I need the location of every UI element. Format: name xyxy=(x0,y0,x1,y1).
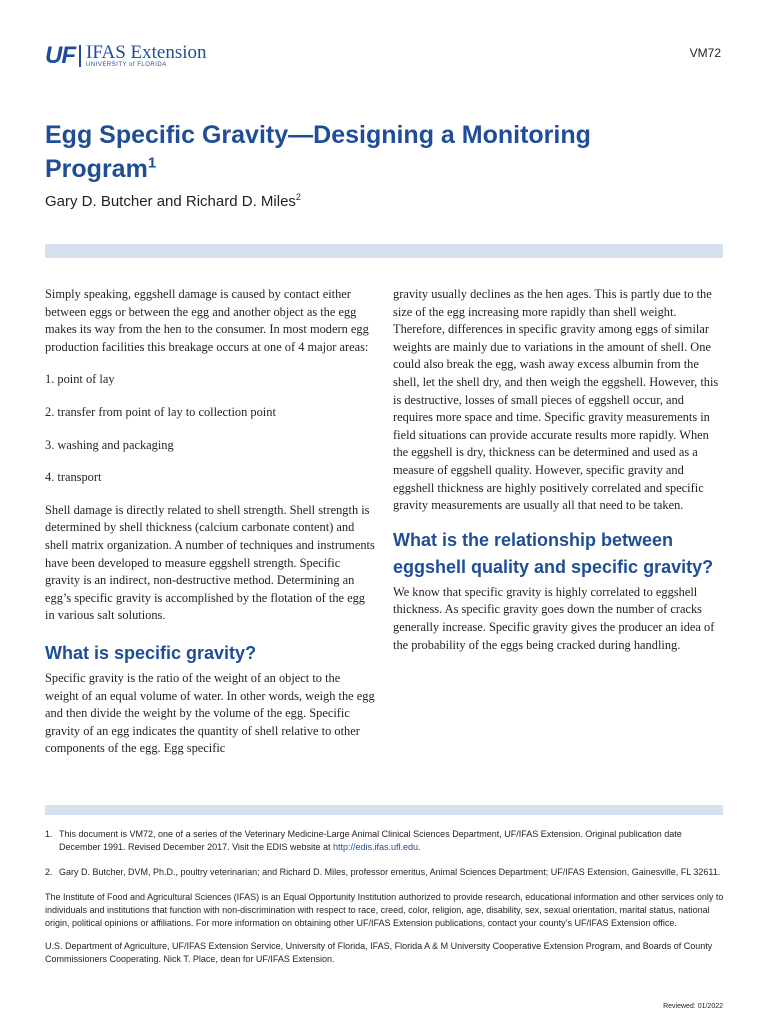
uf-logo-mark: UF xyxy=(45,42,75,69)
relationship-paragraph: We know that specific gravity is highly correlated to eggshell thickness. As specific gravity goes down the number of cracks generally increase. Specific gravity gives the producer an idea of the probability of the eggs being cracked during handling. xyxy=(393,584,715,652)
authors xyxy=(45,193,301,210)
page-header xyxy=(45,44,725,70)
footnote-body: This document is VM72, one of a series of the Veterinary Medicine-Large Animal Clinical Sciences Department, UF/IFAS Extension. Original publication date December 1991. Revised December 2017. Visit the EDIS website at xyxy=(59,829,682,852)
section-heading-specific-gravity: What is specific gravity? xyxy=(45,642,257,663)
right-column xyxy=(393,286,725,669)
footnote-number: 2. xyxy=(45,867,53,877)
header-divider-band xyxy=(45,244,723,258)
reviewed-date: Reviewed: 01/2022 xyxy=(663,1003,723,1010)
left-column xyxy=(45,286,377,773)
footnote xyxy=(45,866,725,879)
footnotes xyxy=(45,828,725,976)
list-item: 4. transport xyxy=(45,470,102,485)
footnote xyxy=(45,828,725,854)
logo-text xyxy=(86,44,207,69)
list-item: 2. transfer from point of lay to collection point xyxy=(45,404,276,419)
footnote-text xyxy=(59,828,725,854)
uf-ifas-logo[interactable] xyxy=(45,44,207,69)
list-item: 1. point of lay xyxy=(45,372,115,387)
shell-damage-paragraph: Shell damage is directly related to shell strength. Shell strength is determined by shell thickness (calcium carbonate content) and shell matrix organization. A number of techniques and instruments have been developed to measure eggshell strength. Specific gravity is an indirect, non-destructive method. Determining an egg’s specific gravity is accomplished by the flotation of the egg in various salt solutions. xyxy=(45,502,375,623)
usda-statement: U.S. Department of Agriculture, UF/IFAS Extension Service, University of Florida, IFAS, Florida A & M University Cooperative Extension Program, and Boards of County Commissioners Cooperating. Nick T. Place, dean for UF/IFAS Extension. xyxy=(45,941,713,964)
authors-text: Gary D. Butcher and Richard D. Miles xyxy=(45,193,296,210)
logo-title: IFAS Extension xyxy=(86,42,207,63)
definition-paragraph: Specific gravity is the ratio of the weight of an object to the weight of an equal volume of water. In other words, weigh the egg and then divide the weight by the volume of the egg. Specific gravity of an egg indicates the quantity of shell relative to other components of the egg. Egg specific xyxy=(45,670,375,756)
section-heading-relationship: What is the relationship between eggshell quality and specific gravity? xyxy=(393,529,714,577)
edis-website-link[interactable]: http://edis.ifas.ufl.edu xyxy=(332,842,419,852)
logo-divider xyxy=(79,45,81,67)
intro-paragraph: Simply speaking, eggshell damage is caused by contact either between eggs or between the egg and another object as the egg makes its way from the hen to the consumer. In most modern egg production facilities this breakage occurs at one of 4 major areas: xyxy=(45,287,369,354)
continuation-paragraph: gravity usually declines as the hen ages. This is partly due to the size of the egg increasing more rapidly than shell weight. Therefore, differences in specific gravity among eggs of similar weights are mainly due to variations in the amount of shell. One could also break the egg, wash away excess albumin from the shell, let the shell dry, and then weigh the eggshell. However, this is destructive, losses of small pieces of eggshell occur, and requires more space and time. Specific gravity measurements in field situations can provide accurate results more rapidly. When the eggshell is dry, thickness can be determined and used as a measure of eggshell quality. However, specific gravity and eggshell thickness are highly positively correlated and specific gravity measurements are usually all that need to be taken. xyxy=(393,287,719,513)
title-text: Egg Specific Gravity—Designing a Monitoring Program xyxy=(45,121,591,183)
footer-divider-band xyxy=(45,805,723,815)
list-item: 3. washing and packaging xyxy=(45,437,174,452)
authors-footnote-mark: 2 xyxy=(295,192,301,202)
breakage-areas-list xyxy=(45,371,377,486)
logo-subtitle: UNIVERSITY of FLORIDA xyxy=(86,62,167,68)
equal-opportunity-statement: The Institute of Food and Agricultural Sciences (IFAS) is an Equal Opportunity Institution authorized to provide research, educational information and other services only to individuals and institutions that function with non-discrimination with respect to race, creed, color, religion, age, disability, sex, sexual orientation, marital status, national origin, political opinions or affiliations. For more information on obtaining other UF/IFAS Extension publications, contact your county’s UF/IFAS Extension office. xyxy=(45,892,724,928)
title-footnote-mark: 1 xyxy=(147,154,157,172)
footnote-number: 1. xyxy=(45,829,53,839)
footnote-end: . xyxy=(418,842,421,852)
footnote-text: Gary D. Butcher, DVM, Ph.D., poultry veterinarian; and Richard D. Miles, professor emeritus, Animal Sciences Department; UF/IFAS Extension, Gainesville, FL 32611. xyxy=(59,867,721,877)
document-id: VM72 xyxy=(689,46,721,60)
page-title xyxy=(45,118,685,186)
